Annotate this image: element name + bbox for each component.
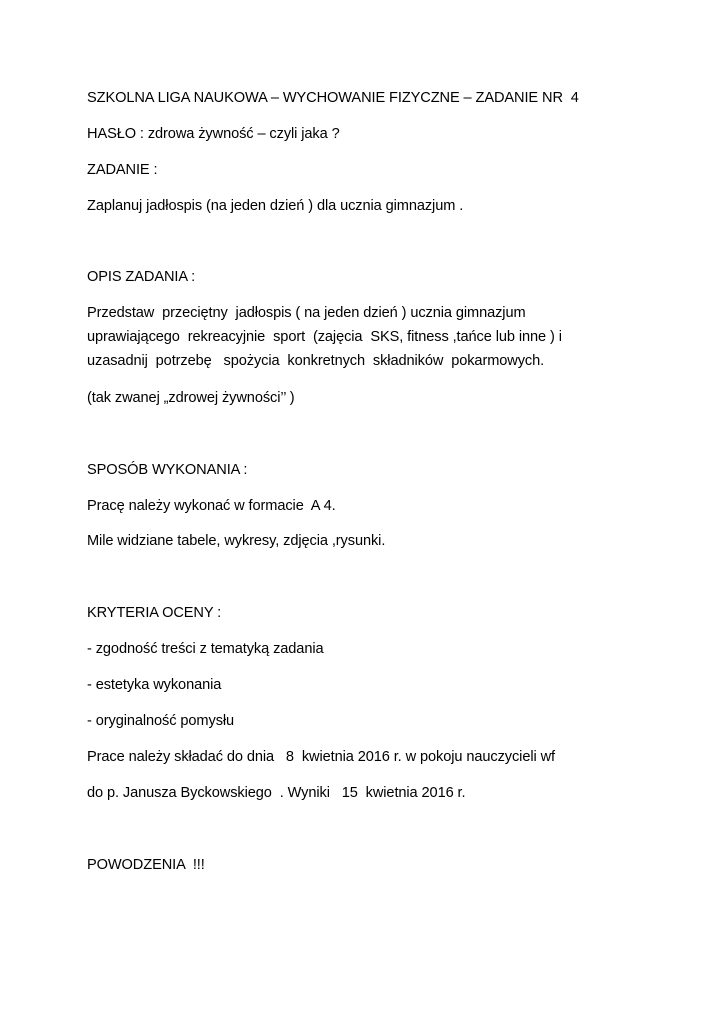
opis-paragraph: [87, 301, 627, 373]
sposob-line: Mile widziane tabele, wykresy, zdjęcia ,rysunki.: [87, 533, 386, 549]
kryteria-item: - zgodność treści z tematyką zadania: [87, 641, 324, 657]
opis-note: (tak zwanej „zdrowej żywności’’ ): [87, 390, 295, 406]
kryteria-item: - oryginalność pomysłu: [87, 713, 235, 729]
opis-line: Przedstaw przeciętny jadłospis ( na jeden dzień ) ucznia gimnazjum: [87, 305, 526, 321]
kryteria-item: - estetyka wykonania: [87, 677, 222, 693]
kryteria-heading: KRYTERIA OCENY :: [87, 605, 222, 621]
sposob-heading: SPOSÓB WYKONANIA :: [87, 462, 248, 478]
opis-line: uprawiającego rekreacyjnie sport (zajęcia SKS, fitness ,tańce lub inne ) i: [87, 329, 562, 345]
sposob-line: Pracę należy wykonać w formacie A 4.: [87, 498, 336, 514]
document-title: SZKOLNA LIGA NAUKOWA – WYCHOWANIE FIZYCZNE – ZADANIE NR 4: [87, 90, 579, 106]
deadline-line: do p. Janusza Byckowskiego . Wyniki 15 kwietnia 2016 r.: [87, 785, 466, 801]
zadanie-text: Zaplanuj jadłospis (na jeden dzień ) dla ucznia gimnazjum .: [87, 198, 464, 214]
haslo-line: HASŁO : zdrowa żywność – czyli jaka ?: [87, 126, 340, 142]
opis-line: uzasadnij potrzebę spożycia konkretnych składników pokarmowych.: [87, 353, 545, 369]
zadanie-heading: ZADANIE :: [87, 162, 158, 178]
closing-text: POWODZENIA !!!: [87, 857, 205, 873]
deadline-line: Prace należy składać do dnia 8 kwietnia 2016 r. w pokoju nauczycieli wf: [87, 749, 555, 765]
opis-heading: OPIS ZADANIA :: [87, 269, 196, 285]
